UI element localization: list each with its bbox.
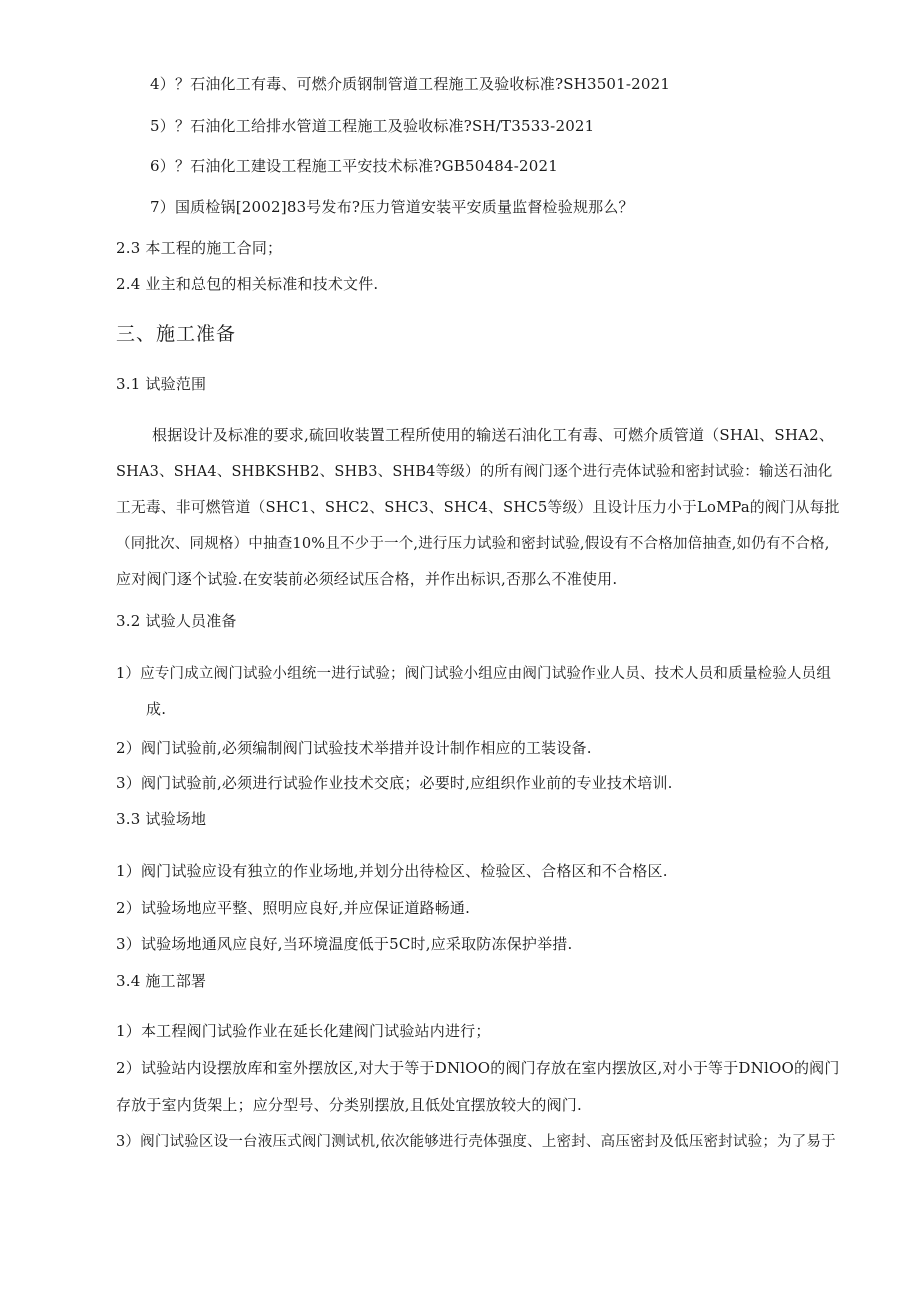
reference-item-4: 4）？石油化工有毒、可燃介质钢制管道工程施工及验收标准?SH3501-2021 xyxy=(150,75,671,93)
personnel-item-2: 2）阀门试验前,必须编制阀门试验技术举措并设计制作相应的工装设备. xyxy=(116,739,592,757)
reference-item-6: 6）？石油化工建设工程施工平安技术标准?GB50484-2021 xyxy=(150,157,558,175)
personnel-item-3: 3）阀门试验前,必须进行试验作业技术交底；必要时,应组织作业前的专业技术培训. xyxy=(116,774,673,792)
scope-paragraph-line-4: （同批次、同规格）中抽查10%且不少于一个,进行压力试验和密封试验,假设有不合格加倍抽查,如仍有不合格, xyxy=(116,536,830,552)
site-item-3: 3）试验场地通风应良好,当环境温度低于5C时,应采取防冻保护举措. xyxy=(116,935,573,953)
scope-paragraph-line-1: 根据设计及标准的要求,硫回收装置工程所使用的输送石油化工有毒、可燃介质管道（SHAl、SHA2、 xyxy=(152,426,835,444)
reference-item-7: 7）国质检锅[2002]83号发布?压力管道安装平安质量监督检验规那么？ xyxy=(150,198,634,216)
deployment-item-3: 3）阀门试验区设一台液压式阀门测试机,依次能够进行壳体强度、上密封、高压密封及低压密封试验；为了易于 xyxy=(116,1134,836,1150)
section-3-2-heading: 3.2 试验人员准备 xyxy=(116,612,237,630)
section-2-4: 2.4 业主和总包的相关标准和技术文件. xyxy=(116,275,379,293)
scope-paragraph-line-2: SHA3、SHA4、SHBKSHB2、SHB3、SHB4等级）的所有阀门逐个进行壳体试验和密封试验：输送石油化 xyxy=(116,464,833,480)
deployment-item-2: 2）试验站内设摆放库和室外摆放区,对大于等于DNlOO的阀门存放在室内摆放区,对小于等于DNlOO的阀门 xyxy=(116,1059,840,1077)
chapter-3-heading: 三、施工准备 xyxy=(116,323,237,345)
site-item-1: 1）阀门试验应设有独立的作业场地,并划分出待检区、检验区、合格区和不合格区. xyxy=(116,862,668,880)
scope-paragraph-line-3: 工无毒、非可燃管道（SHC1、SHC2、SHC3、SHC4、SHC5等级）且设计压力小于LoMPa的阀门从每批 xyxy=(116,499,840,516)
personnel-item-1-cont: 成. xyxy=(146,700,167,718)
section-2-3: 2.3 本工程的施工合同； xyxy=(116,239,283,257)
site-item-2: 2）试验场地应平整、照明应良好,并应保证道路畅通. xyxy=(116,899,471,917)
personnel-item-1: 1）应专门成立阀门试验小组统一进行试验；阀门试验小组应由阀门试验作业人员、技术人员和质量检验人员组 xyxy=(116,666,832,682)
scope-paragraph-line-5: 应对阀门逐个试验.在安装前必须经试压合格，并作出标识,否那么不准使用. xyxy=(116,570,618,588)
reference-item-5: 5）？石油化工给排水管道工程施工及验收标准?SH/T3533-2021 xyxy=(150,117,595,135)
deployment-item-1: 1）本工程阀门试验作业在延长化建阀门试验站内进行； xyxy=(116,1022,491,1040)
section-3-1-heading: 3.1 试验范围 xyxy=(116,375,207,393)
deployment-item-2-cont: 存放于室内货架上；应分型号、分类别摆放,且低处宜摆放较大的阀门. xyxy=(116,1096,582,1114)
section-3-4-heading: 3.4 施工部署 xyxy=(116,972,207,990)
section-3-3-heading: 3.3 试验场地 xyxy=(116,810,207,828)
